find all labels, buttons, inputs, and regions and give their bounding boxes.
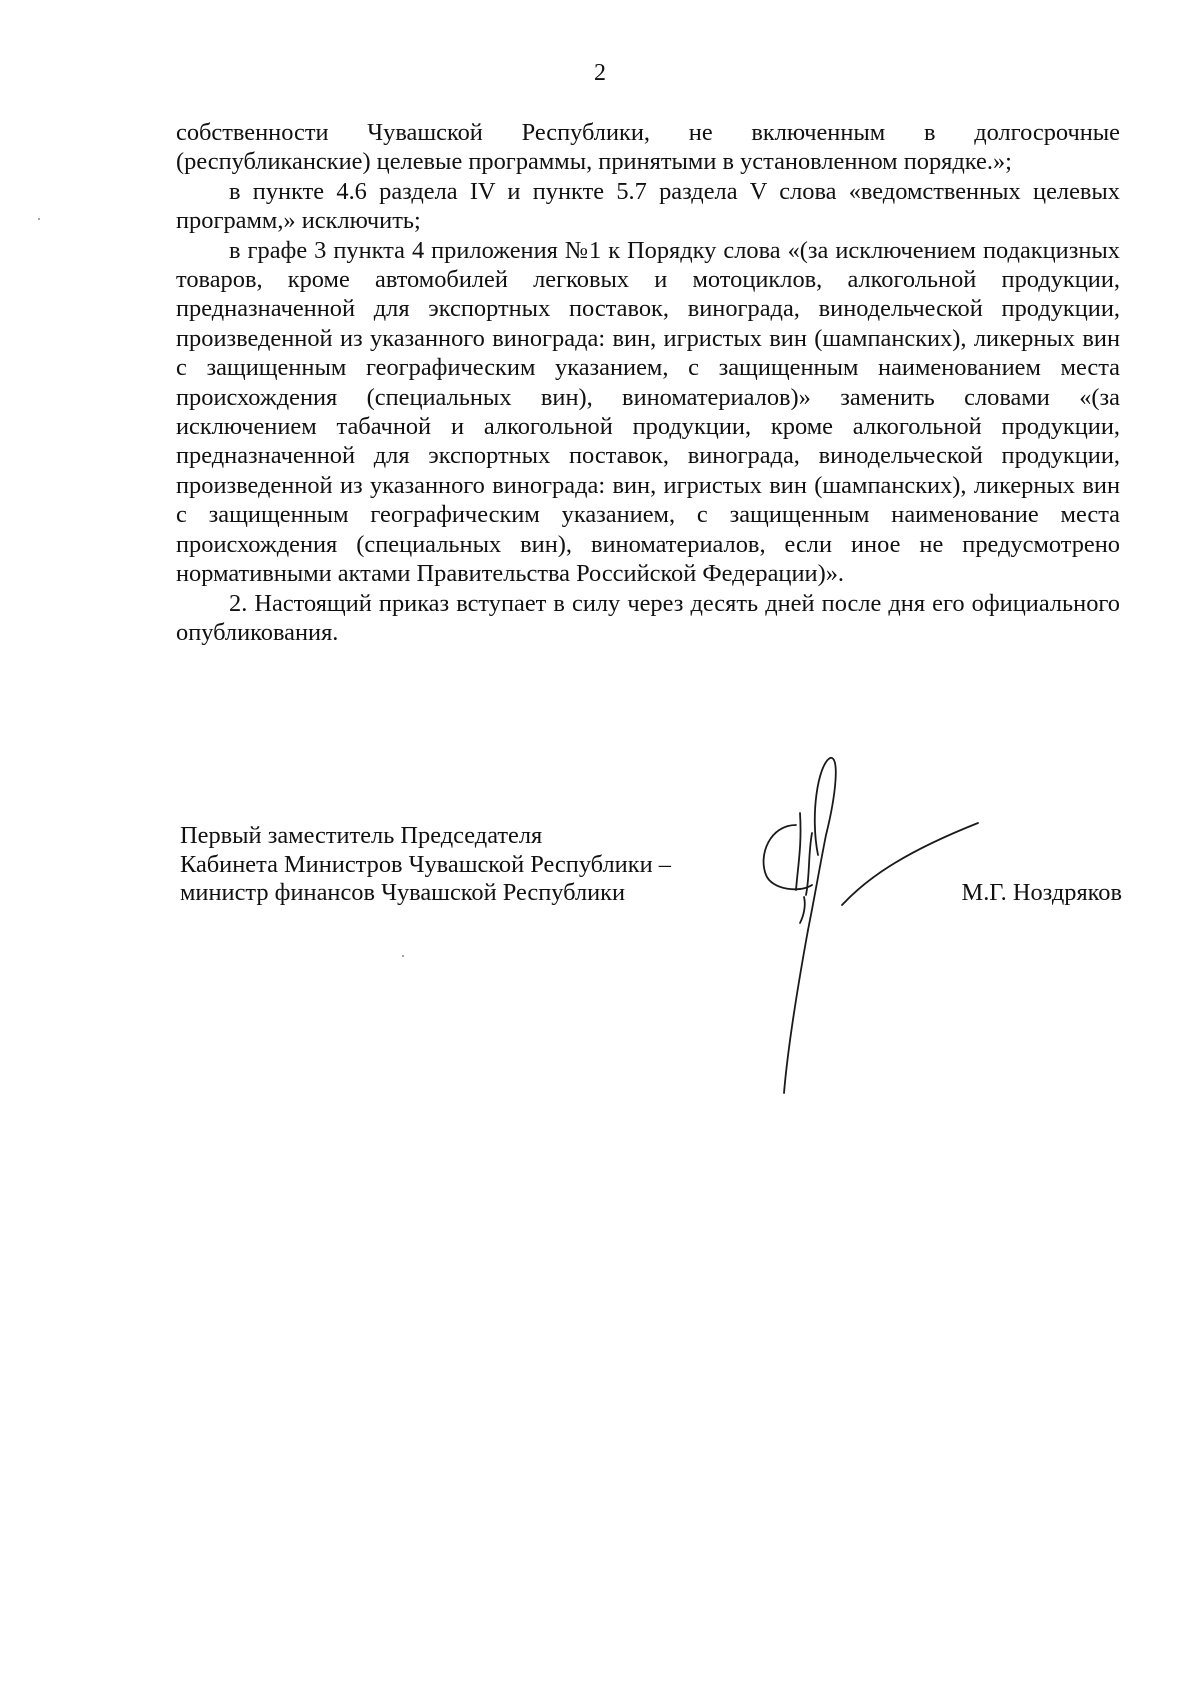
paragraph-amendment-appendix: в графе 3 пункта 4 приложения №1 к Порядку слова «(за исключением подакцизных товаров, кроме автомобилей легковых и мотоциклов, алкогольной продукции, предназначенной для экспортных поставок, винограда, винодельческой продукции, произведенной из указанного винограда: вин, игристых вин (шампанских), ликерных вин с защищенным географическим указанием, с защищенным наименованием места происхождения (специальных вин), виноматериалов)» заменить словами «(за исключением табачной и алкогольной продукции, кроме алкогольной продукции, предназначенной для экспортных поставок, винограда, винодельческой продукции, произведенной из указанного винограда: вин, игристых вин (шампанских), ликерных вин с защищенным географическим указанием, с защищенным наименование места происхождения (специальных вин), виноматериалов, если иное не предусмотрено нормативными актами Правительства Российской Федерации)». — [176, 236, 1120, 588]
page-number: 2 — [594, 60, 606, 86]
handwritten-signature — [760, 755, 980, 1095]
paragraph-amendment-sections: в пункте 4.6 раздела IV и пункте 5.7 раздела V слова «ведомственных целевых программ,» исключить; — [176, 177, 1120, 235]
paragraph-effective-date: 2. Настоящий приказ вступает в силу через десять дней после дня его официального опубликования. — [176, 589, 1120, 646]
signatory-title-line: Первый заместитель Председателя — [180, 822, 543, 849]
signatory-title-line: министр финансов Чувашской Республики — [180, 879, 626, 906]
scan-artifact — [38, 218, 40, 220]
signatory-name: М.Г. Ноздряков — [961, 879, 1122, 906]
scan-artifact — [402, 955, 404, 957]
signatory-title-line: Кабинета Министров Чувашской Республики – — [180, 850, 671, 878]
document-body — [176, 118, 1120, 647]
signatory-title — [180, 822, 671, 908]
paragraph-continuation: собственности Чувашской Республики, не включенным в долгосрочные (республиканские) целевые программы, принятыми в установленном порядке.»; — [176, 119, 1120, 176]
